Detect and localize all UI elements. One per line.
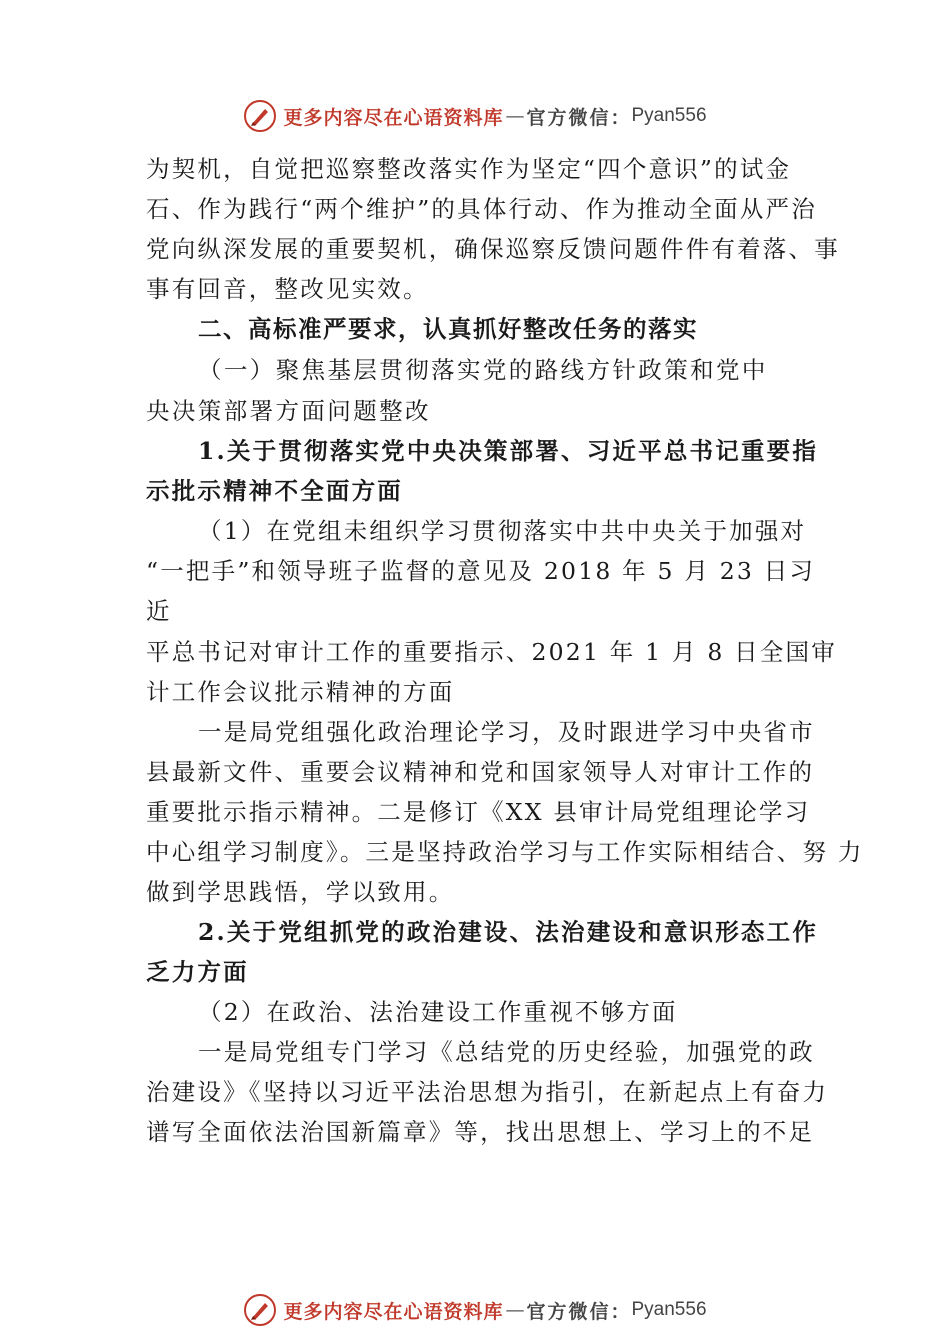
text-line: 县最新文件、重要会议精神和党和国家领导人对审计工作的 [146,758,815,786]
text-line: 事有回音，整改见实效。 [146,275,429,303]
text-line: （2）在政治、法治建设工作重视不够方面 [198,998,678,1026]
text-line: 谱写全面依法治国新篇章》等，找出思想上、学习上的不足 [146,1118,815,1146]
text-line: 近 [146,597,172,625]
footer-banner [0,1290,950,1330]
pen-logo-icon [243,1293,277,1327]
text-line: 计工作会议批示精神的方面 [146,678,455,706]
banner-wechat-label: 官方微信： [526,106,632,129]
item-heading: 示批示精神不全面方面 [146,477,403,505]
banner-dash: — [505,105,525,127]
text-line: 党向纵深发展的重要契机，确保巡察反馈问题件件有着落、事 [146,235,840,263]
section-heading: 二、高标准严要求，认真抓好整改任务的落实 [198,315,698,343]
text-line: 为契机，自觉把巡察整改落实作为坚定“四个意识”的试金 [146,155,792,183]
text-line: 平总书记对审计工作的重要指示、2021 年 1 月 8 日全国审 [146,638,837,666]
text-line: 石、作为践行“两个维护”的具体行动、作为推动全面从严治 [146,195,817,223]
banner-dash: — [505,1299,525,1321]
banner-wechat-id: Pyan556 [631,1299,707,1320]
text-line: 中心组学习制度》。三是坚持政治学习与工作实际相结合、努 力 [146,838,864,866]
pen-logo-icon [243,99,277,133]
banner-title: 更多内容尽在心语资料库 [283,1300,504,1323]
banner-wechat-label: 官方微信： [526,1300,632,1323]
text-line: “一把手”和领导班子监督的意见及 2018 年 5 月 23 日习 [146,557,816,585]
text-line: 做到学思践悟，学以致用。 [146,878,455,906]
text-line: （1）在党组未组织学习贯彻落实中共中央关于加强对 [198,517,807,545]
item-heading: 2.关于党组抓党的政治建设、法治建设和意识形态工作 [198,918,819,946]
banner-wechat-id: Pyan556 [631,105,707,126]
text-line: 治建设》《坚持以习近平法治思想为指引，在新起点上有奋力 [146,1078,829,1106]
text-line: 重要批示指示精神。二是修订《XX 县审计局党组理论学习 [146,798,811,826]
subsection-heading: 央决策部署方面问题整改 [146,397,431,425]
text-line: 一是局党组专门学习《总结党的历史经验，加强党的政 [198,1038,815,1066]
text-line: 一是局党组强化政治理论学习，及时跟进学习中央省市 [198,718,815,746]
item-heading: 乏力方面 [146,958,249,986]
banner-title: 更多内容尽在心语资料库 [283,106,504,129]
item-heading: 1.关于贯彻落实党中央决策部署、习近平总书记重要指 [198,437,819,465]
header-banner [0,96,950,136]
subsection-heading: （一）聚焦基层贯彻落实党的路线方针政策和党中 [198,356,768,384]
